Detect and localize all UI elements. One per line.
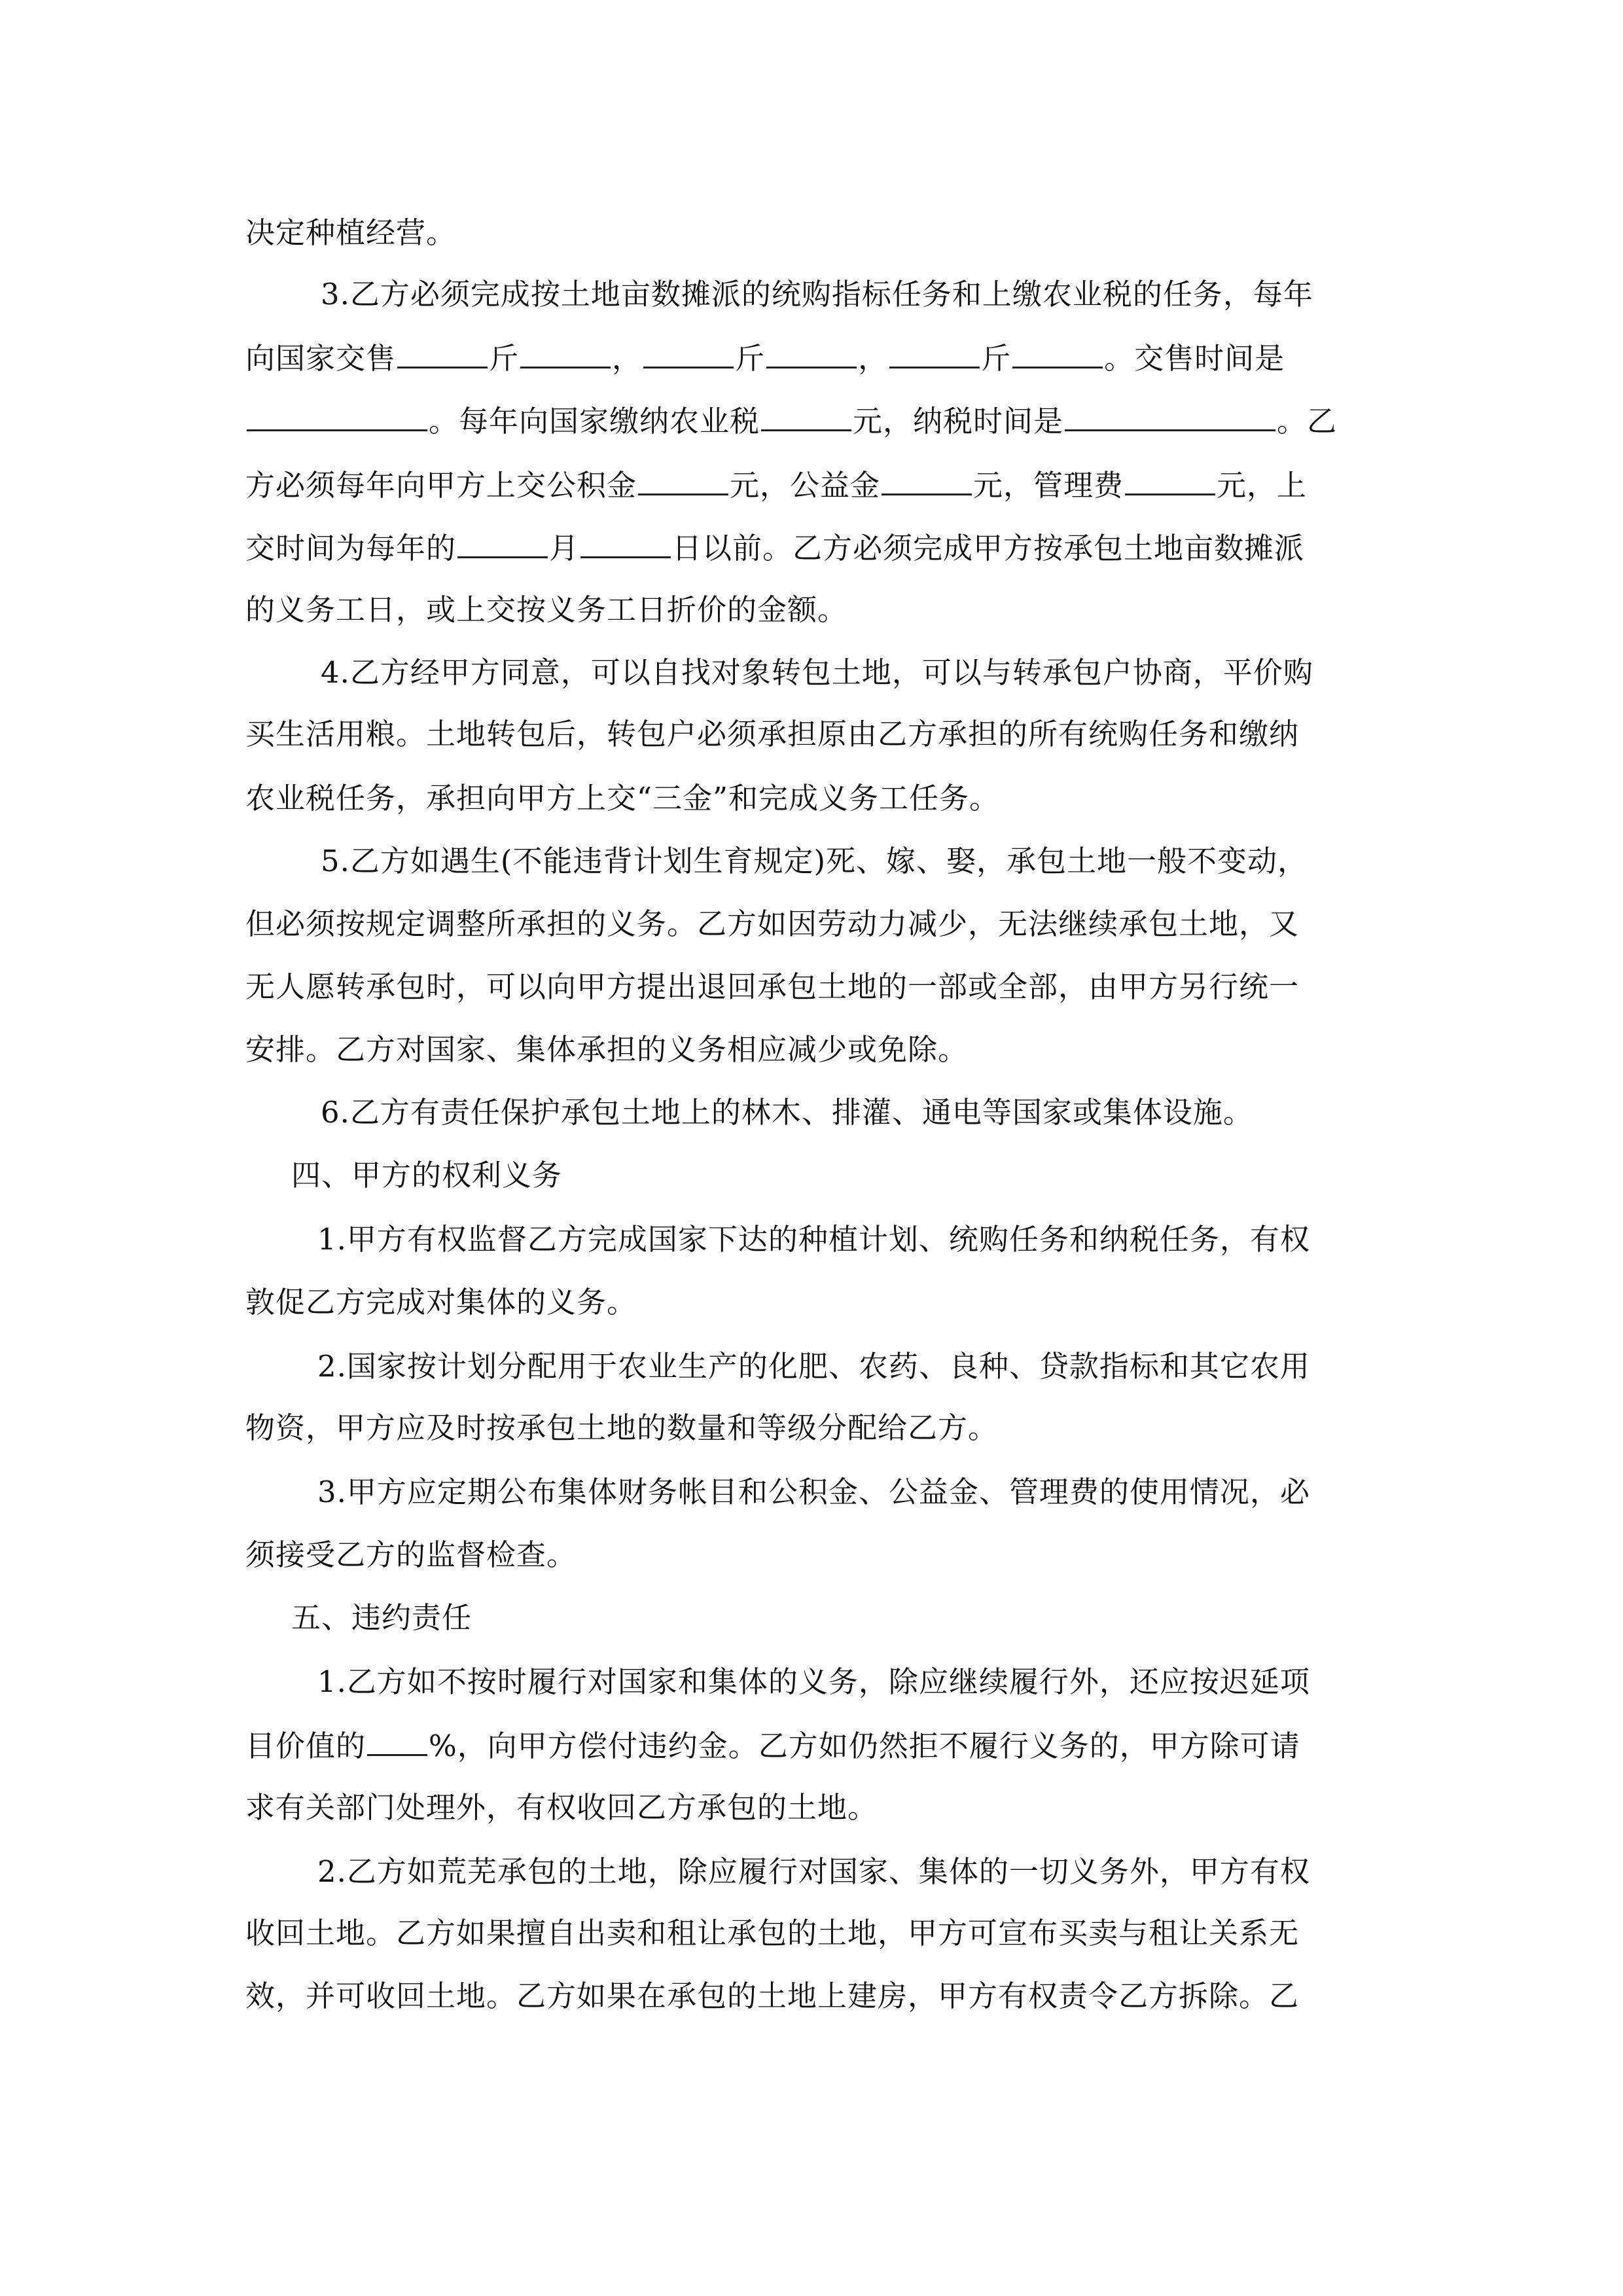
text-segment: 1.乙方如不按时履行对国家和集体的义务，除应继续履行外，还应按迟延项 bbox=[317, 1664, 1310, 1699]
text-segment: 1.甲方有权监督乙方完成国家下达的种植计划、统购任务和纳税任务，有权 bbox=[317, 1222, 1310, 1257]
text-line bbox=[321, 275, 1313, 314]
fill-in-blank bbox=[1125, 465, 1215, 495]
text-segment: 的义务工日，或上交按义务工日折价的金额。 bbox=[245, 592, 848, 627]
text-segment: ， bbox=[858, 341, 889, 376]
text-line bbox=[317, 1662, 1310, 1702]
text-line bbox=[317, 1347, 1310, 1386]
text-line bbox=[291, 1156, 562, 1195]
fill-in-blank bbox=[247, 401, 427, 431]
fill-in-blank bbox=[580, 528, 671, 558]
text-segment: 元，管理费 bbox=[973, 468, 1124, 503]
fill-in-blank bbox=[457, 528, 548, 558]
text-segment: 方必须每年向甲方上交公积金 bbox=[245, 468, 637, 503]
text-segment: 交时间为每年的 bbox=[245, 531, 457, 565]
fill-in-blank bbox=[520, 338, 611, 368]
text-segment: 6.乙方有责任保护承包土地上的林木、排灌、通电等国家或集体设施。 bbox=[321, 1095, 1253, 1130]
text-line bbox=[245, 1914, 1299, 1953]
text-segment: 但必须按规定调整所承担的义务。乙方如因劳动力减少，无法继续承包土地，又 bbox=[245, 906, 1300, 941]
text-line bbox=[245, 715, 1299, 754]
text-line bbox=[291, 1598, 472, 1638]
text-line bbox=[321, 653, 1313, 692]
fill-in-blank bbox=[1065, 401, 1275, 431]
text-line bbox=[245, 338, 1285, 378]
text-segment: 敦促乙方完成对集体的义务。 bbox=[245, 1285, 637, 1319]
text-line bbox=[245, 905, 1299, 944]
text-segment: %，向甲方偿付违约金。乙方如仍然拒不履行义务的，甲方除可请 bbox=[429, 1729, 1300, 1763]
text-segment: 农业税任务，承担向甲方上交“三金”和完成义务工任务。 bbox=[245, 781, 1000, 816]
text-line bbox=[245, 1030, 968, 1069]
fill-in-blank bbox=[889, 338, 980, 368]
text-segment: 斤 bbox=[735, 341, 766, 376]
fill-in-blank bbox=[766, 338, 857, 368]
text-line bbox=[245, 213, 456, 253]
text-segment: 4.乙方经甲方同意，可以自找对象转包土地，可以与转承包户协商，平价购 bbox=[321, 655, 1313, 690]
text-segment: 5.乙方如遇生(不能违背计划生育规定)死、嫁、娶，承包土地一般不变动， bbox=[321, 844, 1308, 878]
text-segment: 无人愿转承包时，可以向甲方提出退回承包土地的一部或全部，由甲方另行统一 bbox=[245, 969, 1300, 1004]
text-segment: 3.甲方应定期公布集体财务帐目和公积金、公益金、管理费的使用情况，必 bbox=[317, 1475, 1310, 1509]
text-segment: 。每年向国家缴纳农业税 bbox=[429, 404, 760, 439]
fill-in-blank bbox=[761, 401, 851, 431]
text-line bbox=[245, 1283, 637, 1322]
text-line bbox=[245, 967, 1299, 1007]
text-segment: 2.乙方如荒芜承包的土地，除应履行对国家、集体的一切义务外，甲方有权 bbox=[317, 1854, 1310, 1889]
text-line bbox=[245, 1408, 998, 1448]
text-line bbox=[317, 1852, 1310, 1892]
text-segment: 五、违约责任 bbox=[291, 1600, 473, 1635]
text-line bbox=[245, 590, 847, 630]
text-line bbox=[245, 1788, 878, 1827]
text-segment: 物资，甲方应及时按承包土地的数量和等级分配给乙方。 bbox=[245, 1410, 999, 1445]
fill-in-blank bbox=[638, 465, 728, 495]
text-segment: 2.国家按计划分配用于农业生产的化肥、农药、良种、贷款指标和其它农用 bbox=[317, 1349, 1310, 1384]
text-line bbox=[245, 401, 1337, 441]
text-segment: ， bbox=[612, 341, 643, 376]
text-segment: 安排。乙方对国家、集体承担的义务相应减少或免除。 bbox=[245, 1032, 969, 1067]
text-line bbox=[245, 465, 1307, 505]
text-line bbox=[317, 1473, 1310, 1512]
fill-in-blank bbox=[397, 338, 488, 368]
text-segment: 斤 bbox=[489, 341, 520, 376]
text-segment: 斤 bbox=[981, 341, 1012, 376]
text-segment: 。乙 bbox=[1277, 404, 1338, 439]
text-segment: 元，公益金 bbox=[730, 468, 881, 503]
text-segment: 买生活用粮。土地转包后，转包户必须承担原由乙方承担的所有统购任务和缴纳 bbox=[245, 717, 1300, 751]
text-segment: 元，纳税时间是 bbox=[853, 404, 1064, 439]
text-segment: 3.乙方必须完成按土地亩数摊派的统购指标任务和上缴农业税的任务，每年 bbox=[321, 277, 1313, 312]
text-segment: 月 bbox=[549, 531, 580, 565]
fill-in-blank bbox=[367, 1725, 427, 1756]
text-line bbox=[321, 842, 1308, 881]
fill-in-blank bbox=[643, 338, 734, 368]
text-segment: 向国家交售 bbox=[245, 341, 397, 376]
text-line bbox=[245, 1725, 1300, 1766]
text-segment: 效，并可收回土地。乙方如果在承包的土地上建房，甲方有权责令乙方拆除。乙 bbox=[245, 1979, 1300, 2013]
text-line bbox=[317, 1220, 1310, 1259]
text-segment: 日以前。乙方必须完成甲方按承包土地亩数摊派 bbox=[672, 531, 1305, 565]
fill-in-blank bbox=[1012, 338, 1103, 368]
text-segment: 须接受乙方的监督检查。 bbox=[245, 1537, 577, 1572]
text-line bbox=[245, 1535, 577, 1575]
text-segment: 目价值的 bbox=[245, 1729, 366, 1763]
text-line bbox=[321, 1093, 1253, 1132]
fill-in-blank bbox=[882, 465, 972, 495]
text-line bbox=[245, 779, 999, 818]
text-segment: 收回土地。乙方如果擅自出卖和租让承包的土地，甲方可宣布买卖与租让关系无 bbox=[245, 1916, 1300, 1950]
text-line bbox=[245, 528, 1304, 568]
text-segment: 。交售时间是 bbox=[1104, 341, 1285, 376]
text-segment: 元，上 bbox=[1217, 468, 1308, 503]
text-segment: 四、甲方的权利义务 bbox=[291, 1158, 563, 1193]
text-line bbox=[245, 1977, 1299, 2016]
text-segment: 求有关部门处理外，有权收回乙方承包的土地。 bbox=[245, 1790, 878, 1825]
text-segment: 决定种植经营。 bbox=[245, 215, 457, 250]
